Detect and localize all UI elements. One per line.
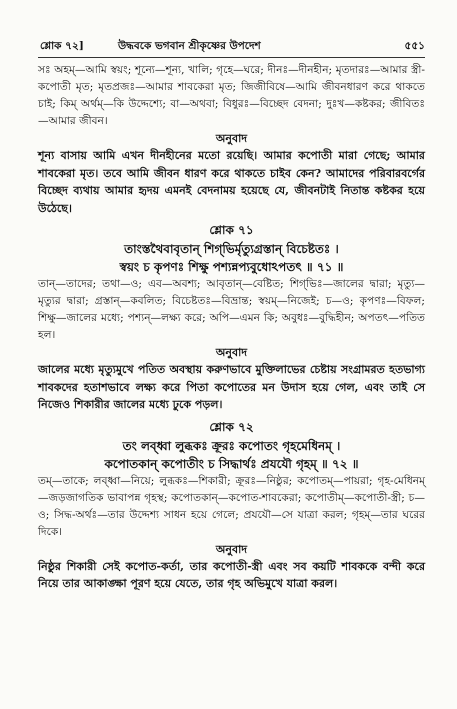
translation-label: অনুবাদ <box>215 346 248 359</box>
header-verse-ref: শ্লোক ৭২] <box>40 40 84 52</box>
page-content <box>38 62 425 593</box>
synonyms-verse-71: তান্—তাদের; তথা—ও; এব—অবশ্য; আবৃতান্—বেষ্টিত; শিগ্‌ভিঃ—জালের দ্বারা; মৃত্যু—মৃত্যুর দ্বারা; গ্রস্তান্—কবলিত; বিচেষ্টতঃ—বিভ্রান্ত; স্বয়ম্—নিজেই; চ—ও; কৃপণঃ—বিফল; শিক্ষু—জালের মধ্যে; পশ্যন্—লক্ষ্য করে; অপি—এমন কি; অবুধঃ—বুদ্ধিহীন; অপতৎ—পতিত হল। <box>38 278 425 341</box>
verse-72-title: শ্লোক ৭২ <box>209 419 254 434</box>
synonyms-verse-72: তম্—তাকে; লব্ধ্বা—নিয়ে; লুব্ধকঃ—শিকারী; ক্রূরঃ—নিষ্ঠুর; কপোতম্—পায়রা; গৃহ-মেধিনম্—জড়জাগতিক ভাবাপন্ন গৃহস্থ; কপোতকান্—কপোত-শাবকেরা; কপোতীম্—কপোতী-স্ত্রী; চ—ও; সিদ্ধ-অর্থঃ—তার উদ্দেশ্য সাধন হয়ে গেলে; প্রযযৌ—সে যাত্রা করল; গৃহম্—তার ঘরের দিকে। <box>38 474 425 538</box>
translation-verse-70: শূন্য বাসায় আমি এখন দীনহীনের মতো রয়েছি। আমার কপোতী মারা গেছে; আমার শাবকেরা মৃত। তবে আমি জীবন ধারণ করে থাকতে চাইব কেন? আমাদের পরিবারবর্গের বিচ্ছেদ ব্যথায় আমার হৃদয় এমনই বেদনাময় হয়েছে যে, জীবনটাই নিতান্ত কষ্টকর হয়ে উঠেছে। <box>38 149 425 215</box>
translation-verse-71: জালের মধ্যে মৃত্যুমুখে পতিত অবস্থায় করুণভাবে মুক্তিলাভের চেষ্টায় সংগ্রামরত হতভাগ্য শাবকদের হতাশভাবে লক্ষ্য করে পিতা কপোতের মন উদাস হয়ে গেল, এবং তাই সে নিজেও শিকারীর জালের মধ্যে ঢুকে পড়ল। <box>38 363 425 411</box>
translation-label: অনুবাদ <box>215 132 248 145</box>
running-header <box>40 38 425 54</box>
translation-label: অনুবাদ <box>215 542 248 556</box>
verse-72-line-1: তং লব্ধ্বা লুব্ধকঃ ক্রূরঃ কপোতং গৃহমেধিনম্ । <box>122 438 341 453</box>
header-title: উদ্ধবকে ভগবান শ্রীকৃষ্ণের উপদেশ <box>118 40 261 52</box>
page-number: ৫৫১ <box>404 40 425 52</box>
verse-72-line-2: কপোতকান্ কপোতীং চ সিদ্ধার্থঃ প্রযযৌ গৃহম্ ॥ ৭২ ॥ <box>104 456 359 471</box>
translation-verse-72: নিষ্ঠুর শিকারী সেই কপোত-কর্তা, তার কপোতী-স্ত্রী এবং সব কয়টি শাবককে বন্দী করে নিয়ে তার আকাঙ্ক্ষা পূরণ হয়ে যেতে, তার গৃহ অভিমুখে যাত্রা করল। <box>38 559 425 590</box>
verse-71-line-1: তাংস্তথৈবাবৃতান্ শিগ্‌ভির্মৃত্যুগ্রস্তান্ বিচেষ্টতঃ । <box>124 242 339 256</box>
verse-71-line-2: স্বয়ং চ কৃপণঃ শিক্ষু পশ্যন্নপ্যবুধোঽপতৎ ॥ ৭১ ॥ <box>119 260 344 274</box>
synonyms-verse-70: সঃ অহম্—আমি স্বয়ং; শূন্যে—শূন্য, খালি; গৃহে—ঘরে; দীনঃ—দীনহীন; মৃতদারঃ—আমার স্ত্রী-কপোতী মৃত; মৃতপ্রজঃ—আমার শাবকেরা মৃত; জিজীবিষে—আমি জীবনধারণ করে থাকতে চাই; কিম্ অর্থম্—কি উদ্দেশ্যে; বা—অথবা; বিধুরঃ—বিচ্ছেদ বেদনা; দুঃখ—কষ্টকর; জীবিতঃ—আমার জীবন। <box>38 64 425 127</box>
header-rule <box>38 57 425 58</box>
verse-71-title: শ্লোক ৭১ <box>209 223 254 237</box>
